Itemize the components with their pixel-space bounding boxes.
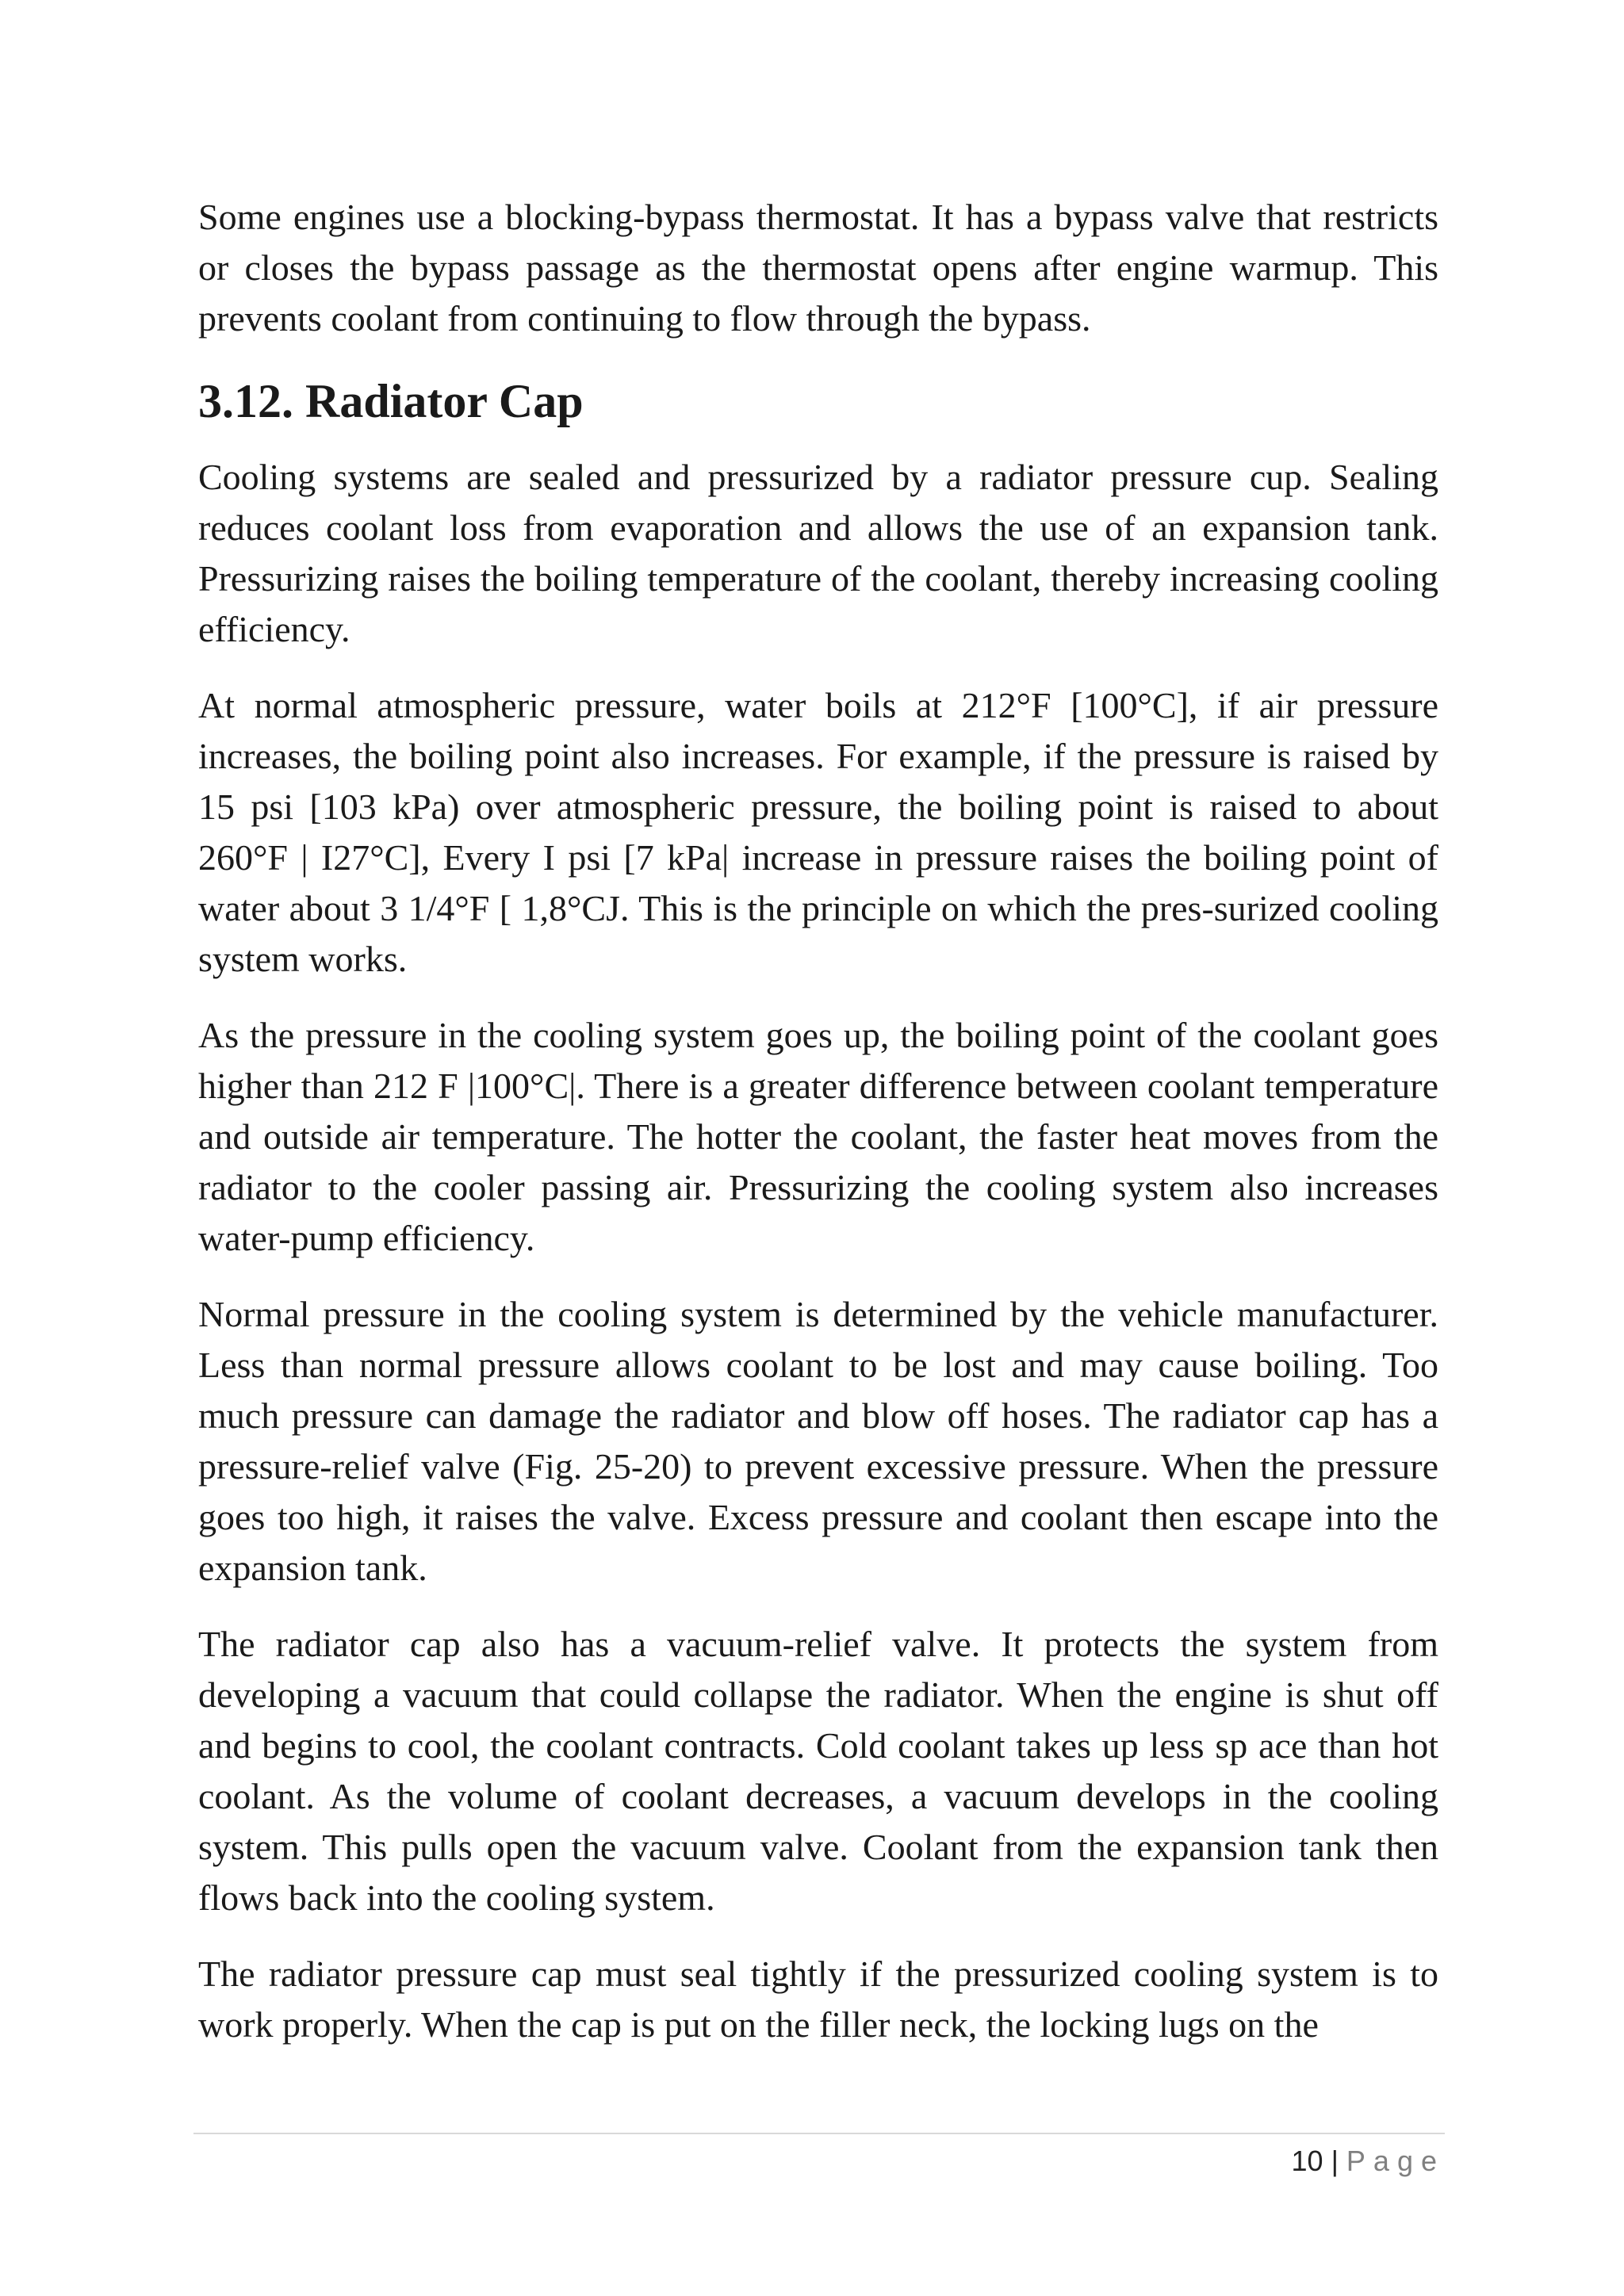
body-paragraph: Normal pressure in the cooling system is determined by the vehicle manufacturer. Less than normal pressure allows coolant to be lost and may cause boiling. Too much pressure can damage the radiator and blow off hoses. The radiator cap has a pressure-relief valve (Fig. 25-20) to prevent excessive pressure. When the pressure goes too high, it raises the valve. Excess pressure and coolant then escape into the expansion tank. [198,1294,1438,1588]
page-label: Page [1346,2145,1445,2177]
body-paragraph: The radiator cap also has a vacuum-relief valve. It protects the system from developing a vacuum that could collapse the radiator. When the engine is shut off and begins to cool, the coolant contracts. Cold coolant takes up less sp ace than hot coolant. As the volume of coolant decreases, a vacuum develops in the cooling system. This pulls open the vacuum valve. Coolant from the expansion tank then flows back into the cooling system. [198,1624,1438,1918]
body-paragraph: At normal atmospheric pressure, water boils at 212°F [100°C], if air pressure increases, the boiling point also increases. For example, if the pressure is raised by 15 psi [103 kPa) over atmospheric pressure, the boiling point is raised to about 260°F | I27°C], Every I psi [7 kPa| increase in pressure raises the boiling point of water about 3 1/4°F [ 1,8°CJ. This is the principle on which the pres-surized cooling system works. [198,685,1438,979]
section-heading: 3.12. Radiator Cap [198,375,584,427]
body-paragraph: Cooling systems are sealed and pressurized by a radiator pressure cup. Sealing reduces coolant loss from evaporation and allows the use of an expansion tank. Pressurizing raises the boiling temperature of the coolant, thereby increasing cooling efficiency. [198,457,1438,649]
footer-divider [193,2133,1445,2134]
body-paragraph: The radiator pressure cap must seal tightly if the pressurized cooling system is to work properly. When the cap is put on the filler neck, the locking lugs on the [198,1954,1438,2045]
intro-paragraph: Some engines use a blocking-bypass thermostat. It has a bypass valve that restricts or closes the bypass passage as the thermostat opens after engine warmup. This prevents coolant from continuing to flow through the bypass. [198,197,1438,339]
footer-separator: | [1331,2145,1339,2177]
body-paragraph: As the pressure in the cooling system goes up, the boiling point of the coolant goes higher than 212 F |100°C|. There is a greater difference between coolant temperature and outside air temperature. The hotter the coolant, the faster heat moves from the radiator to the cooler passing air. Pressurizing the cooling system also increases water-pump efficiency. [198,1015,1438,1258]
document-page [198,192,1438,2076]
page-footer [1292,2142,1445,2180]
page-number: 10 [1291,2145,1323,2177]
